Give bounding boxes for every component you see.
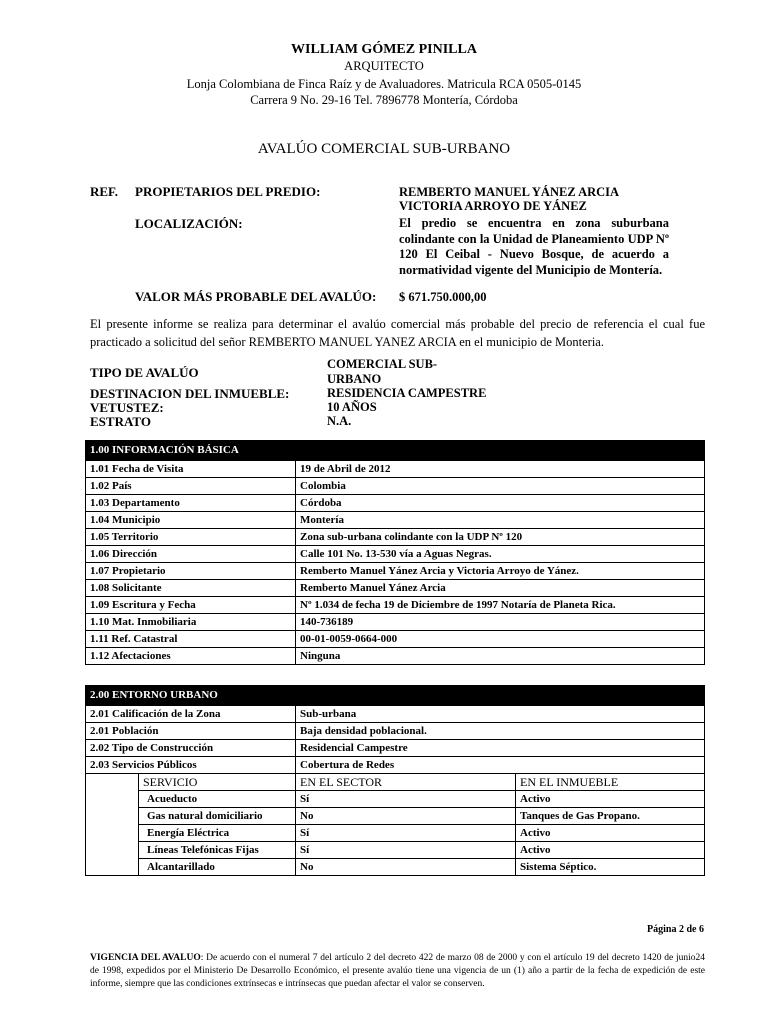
info-basica-table bbox=[85, 440, 705, 665]
author-profession: ARQUITECTO bbox=[344, 59, 424, 73]
destinacion-value: RESIDENCIA CAMPESTRE bbox=[327, 386, 487, 400]
row-value: Montería bbox=[296, 512, 705, 529]
service-name: Gas natural domiciliario bbox=[139, 808, 296, 825]
service-name: Alcantarillado bbox=[139, 859, 296, 876]
row-label: 1.06 Dirección bbox=[86, 546, 296, 563]
table-row bbox=[86, 825, 705, 842]
row-value: 00-01-0059-0664-000 bbox=[296, 631, 705, 648]
row-label: 2.03 Servicios Públicos bbox=[86, 757, 296, 774]
value-label: VALOR MÁS PROBABLE DEL AVALÚO: bbox=[135, 289, 377, 304]
row-value: Nº 1.034 de fecha 19 de Diciembre de 1997 Notaría de Planeta Rica. bbox=[296, 597, 705, 614]
row-value: 140-736189 bbox=[296, 614, 705, 631]
indent-cell bbox=[86, 774, 139, 791]
table-row bbox=[86, 706, 705, 723]
location-text: El predio se encuentra en zona suburbana colindante con la Unidad de Planeamiento UDP Nº 120 El Ceibal - Nuevo Bosque, de acuerdo a normatividad vigente del Municipio de Montería. bbox=[399, 216, 669, 277]
vigencia-note bbox=[90, 952, 705, 991]
tipo-value-line2: URBANO bbox=[327, 372, 382, 386]
service-name: Energía Eléctrica bbox=[139, 825, 296, 842]
table-row bbox=[86, 529, 705, 546]
row-label: 1.07 Propietario bbox=[86, 563, 296, 580]
service-sector: Sí bbox=[296, 791, 516, 808]
table-row bbox=[86, 791, 705, 808]
appraisal-value: $ 671.750.000,00 bbox=[399, 290, 487, 304]
col-header-servicio: SERVICIO bbox=[139, 774, 296, 791]
table-row bbox=[86, 563, 705, 580]
location-label: LOCALIZACIÓN: bbox=[135, 216, 243, 231]
ref-label: REF. bbox=[90, 184, 119, 199]
col-header-inmueble: EN EL INMUEBLE bbox=[516, 774, 705, 791]
page-number: Página 2 de 6 bbox=[647, 924, 704, 935]
row-value: Cobertura de Redes bbox=[296, 757, 705, 774]
service-sector: Sí bbox=[296, 842, 516, 859]
row-value: Calle 101 No. 13-530 vía a Aguas Negras. bbox=[296, 546, 705, 563]
table-row bbox=[86, 808, 705, 825]
row-value: Sub-urbana bbox=[296, 706, 705, 723]
info-basica-header: 1.00 INFORMACIÓN BÁSICA bbox=[86, 441, 705, 461]
table-row bbox=[86, 580, 705, 597]
row-label: 1.11 Ref. Catastral bbox=[86, 631, 296, 648]
service-inmueble: Activo bbox=[516, 791, 705, 808]
table-row bbox=[86, 757, 705, 774]
row-value: Remberto Manuel Yánez Arcia y Victoria Arroyo de Yánez. bbox=[296, 563, 705, 580]
owners-label: PROPIETARIOS DEL PREDIO: bbox=[135, 184, 321, 199]
row-value: Remberto Manuel Yánez Arcia bbox=[296, 580, 705, 597]
service-sector: No bbox=[296, 808, 516, 825]
service-inmueble: Sistema Séptico. bbox=[516, 859, 705, 876]
row-value: Ninguna bbox=[296, 648, 705, 665]
services-header-row bbox=[86, 774, 705, 791]
row-value: Baja densidad poblacional. bbox=[296, 723, 705, 740]
author-registration: Lonja Colombiana de Finca Raíz y de Avaluadores. Matricula RCA 0505-0145 bbox=[186, 77, 582, 91]
table-row bbox=[86, 648, 705, 665]
table-row bbox=[86, 512, 705, 529]
estrato-value: N.A. bbox=[327, 414, 352, 428]
table-row bbox=[86, 614, 705, 631]
entorno-table bbox=[85, 685, 705, 876]
row-label: 2.01 Calificación de la Zona bbox=[86, 706, 296, 723]
row-label: 1.08 Solicitante bbox=[86, 580, 296, 597]
row-label: 1.10 Mat. Inmobiliaria bbox=[86, 614, 296, 631]
table-row bbox=[86, 461, 705, 478]
service-inmueble: Activo bbox=[516, 825, 705, 842]
col-header-sector: EN EL SECTOR bbox=[296, 774, 516, 791]
row-value: Residencial Campestre bbox=[296, 740, 705, 757]
indent-cell bbox=[86, 791, 139, 808]
row-value: Zona sub-urbana colindante con la UDP Nº 120 bbox=[296, 529, 705, 546]
indent-cell bbox=[86, 859, 139, 876]
service-name: Líneas Telefónicas Fijas bbox=[139, 842, 296, 859]
author-address: Carrera 9 No. 29-16 Tel. 7896778 Montería, Córdoba bbox=[250, 93, 518, 107]
row-label: 1.05 Territorio bbox=[86, 529, 296, 546]
table-row bbox=[86, 597, 705, 614]
indent-cell bbox=[86, 842, 139, 859]
vetustez-label: VETUSTEZ: bbox=[90, 400, 164, 415]
service-sector: Sí bbox=[296, 825, 516, 842]
info-basica-header-row bbox=[86, 441, 705, 461]
row-label: 2.02 Tipo de Construcción bbox=[86, 740, 296, 757]
row-label: 2.01 Población bbox=[86, 723, 296, 740]
destinacion-label: DESTINACION DEL INMUEBLE: bbox=[90, 386, 290, 401]
row-label: 1.02 País bbox=[86, 478, 296, 495]
author-name: WILLIAM GÓMEZ PINILLA bbox=[291, 42, 477, 57]
table-row bbox=[86, 842, 705, 859]
table-row bbox=[86, 546, 705, 563]
table-row bbox=[86, 740, 705, 757]
table-row bbox=[86, 495, 705, 512]
tipo-label: TIPO DE AVALÚO bbox=[90, 365, 199, 380]
table-row bbox=[86, 859, 705, 876]
row-label: 1.09 Escritura y Fecha bbox=[86, 597, 296, 614]
table-row bbox=[86, 631, 705, 648]
service-sector: No bbox=[296, 859, 516, 876]
vetustez-value: 10 AÑOS bbox=[327, 400, 377, 414]
owner-2: VICTORIA ARROYO DE YÁNEZ bbox=[399, 199, 587, 213]
document-title: AVALÚO COMERCIAL SUB-URBANO bbox=[257, 141, 511, 157]
row-value: Córdoba bbox=[296, 495, 705, 512]
row-label: 1.12 Afectaciones bbox=[86, 648, 296, 665]
service-name: Acueducto bbox=[139, 791, 296, 808]
service-inmueble: Tanques de Gas Propano. bbox=[516, 808, 705, 825]
indent-cell bbox=[86, 825, 139, 842]
entorno-header: 2.00 ENTORNO URBANO bbox=[86, 686, 705, 706]
row-value: 19 de Abril de 2012 bbox=[296, 461, 705, 478]
service-inmueble: Activo bbox=[516, 842, 705, 859]
row-label: 1.01 Fecha de Visita bbox=[86, 461, 296, 478]
vigencia-label: VIGENCIA DEL AVALUO bbox=[90, 953, 201, 963]
tipo-value-line1: COMERCIAL SUB- bbox=[327, 357, 438, 371]
estrato-label: ESTRATO bbox=[90, 414, 151, 429]
indent-cell bbox=[86, 808, 139, 825]
row-value: Colombia bbox=[296, 478, 705, 495]
owner-1: REMBERTO MANUEL YÁNEZ ARCIA bbox=[399, 185, 620, 199]
table-row bbox=[86, 723, 705, 740]
row-label: 1.04 Municipio bbox=[86, 512, 296, 529]
intro-paragraph: El presente informe se realiza para determinar el avalúo comercial más probable del precio de referencia el cual fue practicado a solicitud del señor REMBERTO MANUEL YANEZ ARCIA en el municipio de Monteria. bbox=[90, 317, 705, 349]
entorno-header-row bbox=[86, 686, 705, 706]
vigencia-text: : De acuerdo con el numeral 7 del artículo 2 del decreto 422 de marzo 08 de 2000 y con el artículo 19 del decreto 1420 de junio24 de 1998, expedidos por el Ministerio De Desarrollo Económico, el presente avalúo tiene una vigencia de un (1) año a partir de la fecha de expedición de este informe, siempre que las condiciones extrínsecas e intrínsecas que puedan afectar el valor se conserven. bbox=[90, 953, 705, 989]
row-label: 1.03 Departamento bbox=[86, 495, 296, 512]
table-row bbox=[86, 478, 705, 495]
